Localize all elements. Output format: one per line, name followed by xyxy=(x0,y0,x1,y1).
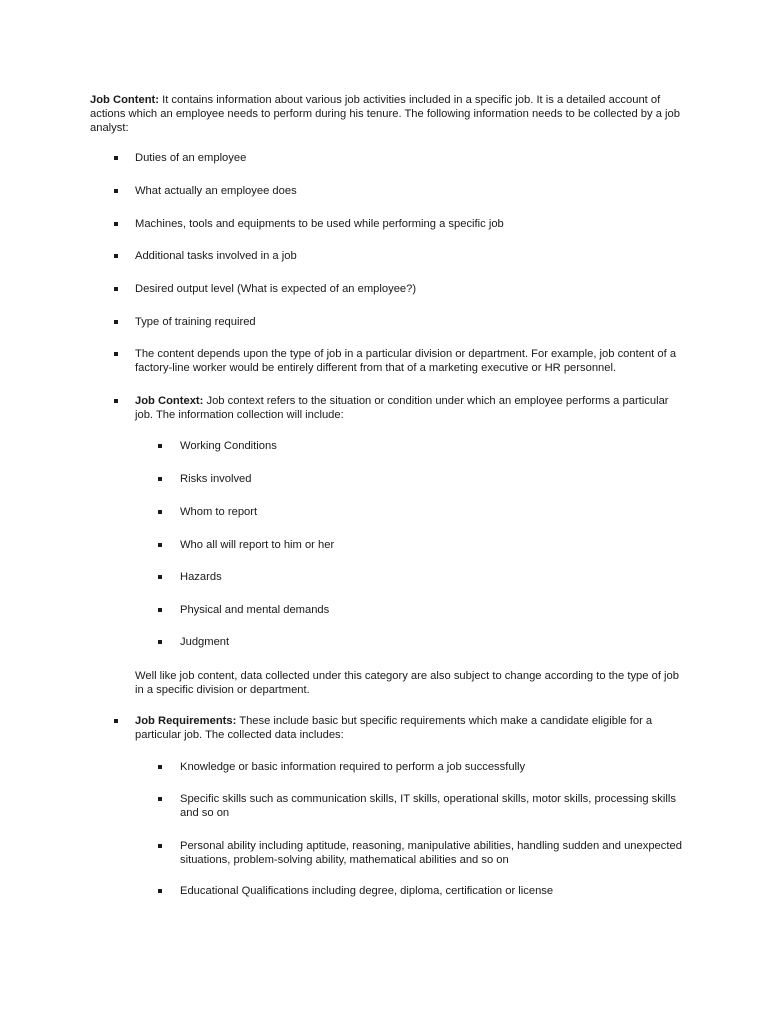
list-item: Type of training required xyxy=(135,316,256,328)
bullet-icon xyxy=(158,797,162,801)
list-item: Machines, tools and equipments to be used while performing a specific job xyxy=(135,218,504,230)
list-item: Working Conditions xyxy=(180,440,277,452)
list-item: Educational Qualifications including degree, diploma, certification or license xyxy=(180,885,554,897)
job-requirements-paragraph xyxy=(135,714,685,742)
bullet-icon xyxy=(114,399,118,403)
bullet-icon xyxy=(114,352,118,356)
bullet-icon xyxy=(114,320,118,324)
job-context-paragraph xyxy=(135,394,685,422)
bullet-icon xyxy=(114,254,118,258)
bullet-icon xyxy=(114,287,118,291)
list-item: Physical and mental demands xyxy=(180,604,330,616)
bullet-icon xyxy=(158,575,162,579)
intro-text: It contains information about various job activities included in a specific job. It is a detailed account of actions which an employee needs to perform during his tenure. The following information needs to be collected by a job analyst: xyxy=(90,94,680,134)
list-item: What actually an employee does xyxy=(135,185,297,197)
list-item: The content depends upon the type of job in a particular division or department. For example, job content of a factory-line worker would be entirely different from that of a marketing executive or HR personnel. xyxy=(135,348,677,374)
job-context-heading: Job Context: xyxy=(135,395,204,407)
bullet-icon xyxy=(158,640,162,644)
intro-paragraph xyxy=(90,93,682,135)
list-item: Judgment xyxy=(180,636,230,648)
list-item: Knowledge or basic information required to perform a job successfully xyxy=(180,761,526,773)
list-item: Desired output level (What is expected of an employee?) xyxy=(135,283,417,295)
job-context-text: Job context refers to the situation or condition under which an employee performs a particular job. The information collection will include: xyxy=(135,395,669,421)
bullet-icon xyxy=(114,222,118,226)
bullet-icon xyxy=(114,189,118,193)
job-content-heading: Job Content: xyxy=(90,94,159,106)
list-item: Whom to report xyxy=(180,506,258,518)
bullet-icon xyxy=(158,765,162,769)
job-requirements-heading: Job Requirements: xyxy=(135,715,237,727)
bullet-icon xyxy=(114,719,118,723)
bullet-icon xyxy=(158,889,162,893)
bullet-icon xyxy=(158,444,162,448)
list-item: Hazards xyxy=(180,571,222,583)
bullet-icon xyxy=(114,156,118,160)
bullet-icon xyxy=(158,543,162,547)
bullet-icon xyxy=(158,510,162,514)
job-context-note: Well like job content, data collected under this category are also subject to change according to the type of job in a specific division or department. xyxy=(135,670,679,696)
list-item: Duties of an employee xyxy=(135,152,247,164)
list-item: Personal ability including aptitude, reasoning, manipulative abilities, handling sudden and unexpected situations, problem-solving ability, mathematical abilities and so on xyxy=(180,840,682,866)
bullet-icon xyxy=(158,608,162,612)
list-item: Who all will report to him or her xyxy=(180,539,335,551)
list-item: Risks involved xyxy=(180,473,252,485)
bullet-icon xyxy=(158,844,162,848)
list-item: Additional tasks involved in a job xyxy=(135,250,297,262)
list-item: Specific skills such as communication skills, IT skills, operational skills, motor skills, processing skills and so on xyxy=(180,793,676,819)
job-requirements-text: These include basic but specific requirements which make a candidate eligible for a particular job. The collected data includes: xyxy=(135,715,653,741)
bullet-icon xyxy=(158,477,162,481)
